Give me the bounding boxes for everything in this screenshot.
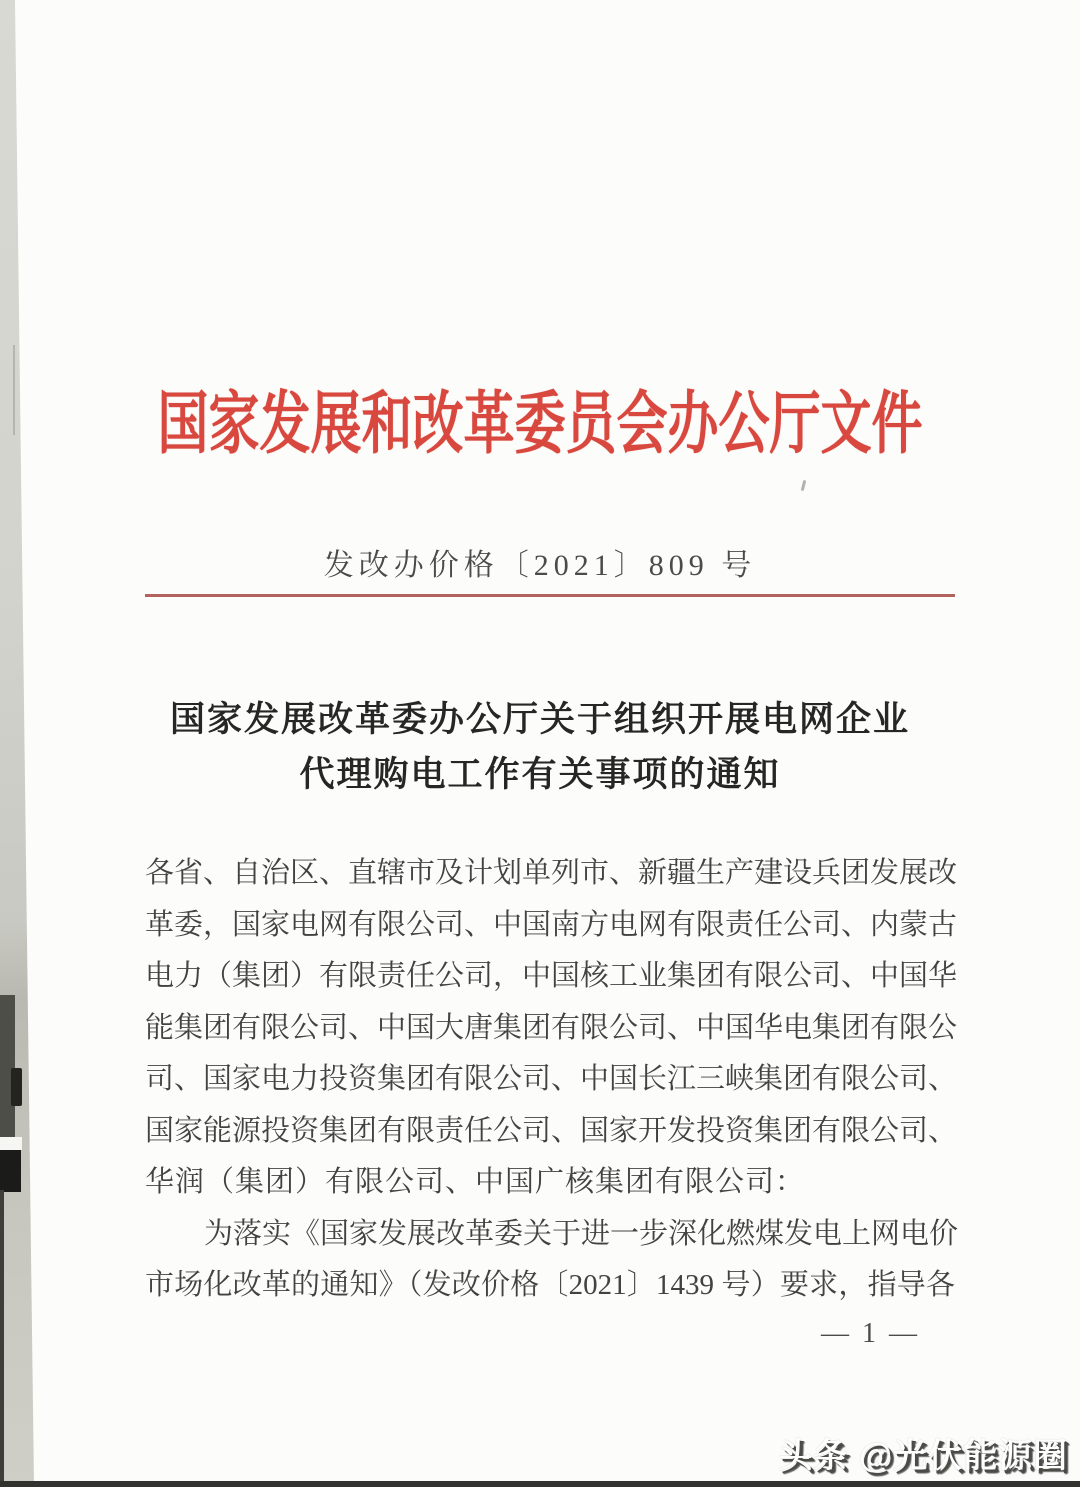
scan-artifact-gap [0, 1137, 22, 1150]
scan-artifact-blob [11, 1068, 22, 1106]
watermark-label: 头条 @光伏能源圈 [778, 1437, 1068, 1475]
scan-artifact-lower-line [0, 1190, 4, 1487]
document-title [0, 692, 1080, 802]
body-line: 为落实《国家发展改革委关于进一步深化燃煤发电上网电价 [204, 1217, 959, 1250]
scan-artifact-speck [801, 480, 807, 491]
letterhead [0, 370, 1080, 467]
body-line: 能集团有限公司、中国大唐集团有限公司、中国华电集团有限公 [145, 1011, 958, 1044]
page-number: — 1 — [821, 1318, 920, 1349]
body-line: 革委，国家电网有限公司、中国南方电网有限责任公司、内蒙古 [145, 908, 958, 941]
body-line: 市场化改革的通知》（发改价格〔2021〕1439 号）要求，指导各 [145, 1269, 955, 1301]
document-title-line2: 代理购电工作有关事项的通知 [299, 755, 781, 794]
body-line: 国家能源投资集团有限责任公司、国家开发投资集团有限公司、 [145, 1114, 958, 1147]
scan-artifact-dark-bar [0, 995, 15, 1137]
scan-edge-bottom [0, 1481, 1080, 1487]
document-body [145, 848, 959, 1312]
scan-artifact-black-blob [0, 1150, 21, 1192]
red-divider-rule [145, 594, 955, 597]
body-line: 电力（集团）有限责任公司，中国核工业集团有限公司、中国华 [145, 960, 958, 992]
document-number: 发改办价格〔2021〕809 号 [323, 549, 757, 582]
body-line: 华润（集团）有限公司、中国广核集团有限公司： [145, 1166, 806, 1198]
document-title-line1: 国家发展改革委办公厅关于组织开展电网企业 [169, 700, 910, 739]
letterhead-title: 国家发展和改革委员会办公厅文件 [157, 386, 923, 462]
body-line: 各省、自治区、直辖市及计划单列市、新疆生产建设兵团发展改 [145, 857, 958, 889]
body-line: 司、国家电力投资集团有限公司、中国长江三峡集团有限公司、 [145, 1063, 958, 1095]
